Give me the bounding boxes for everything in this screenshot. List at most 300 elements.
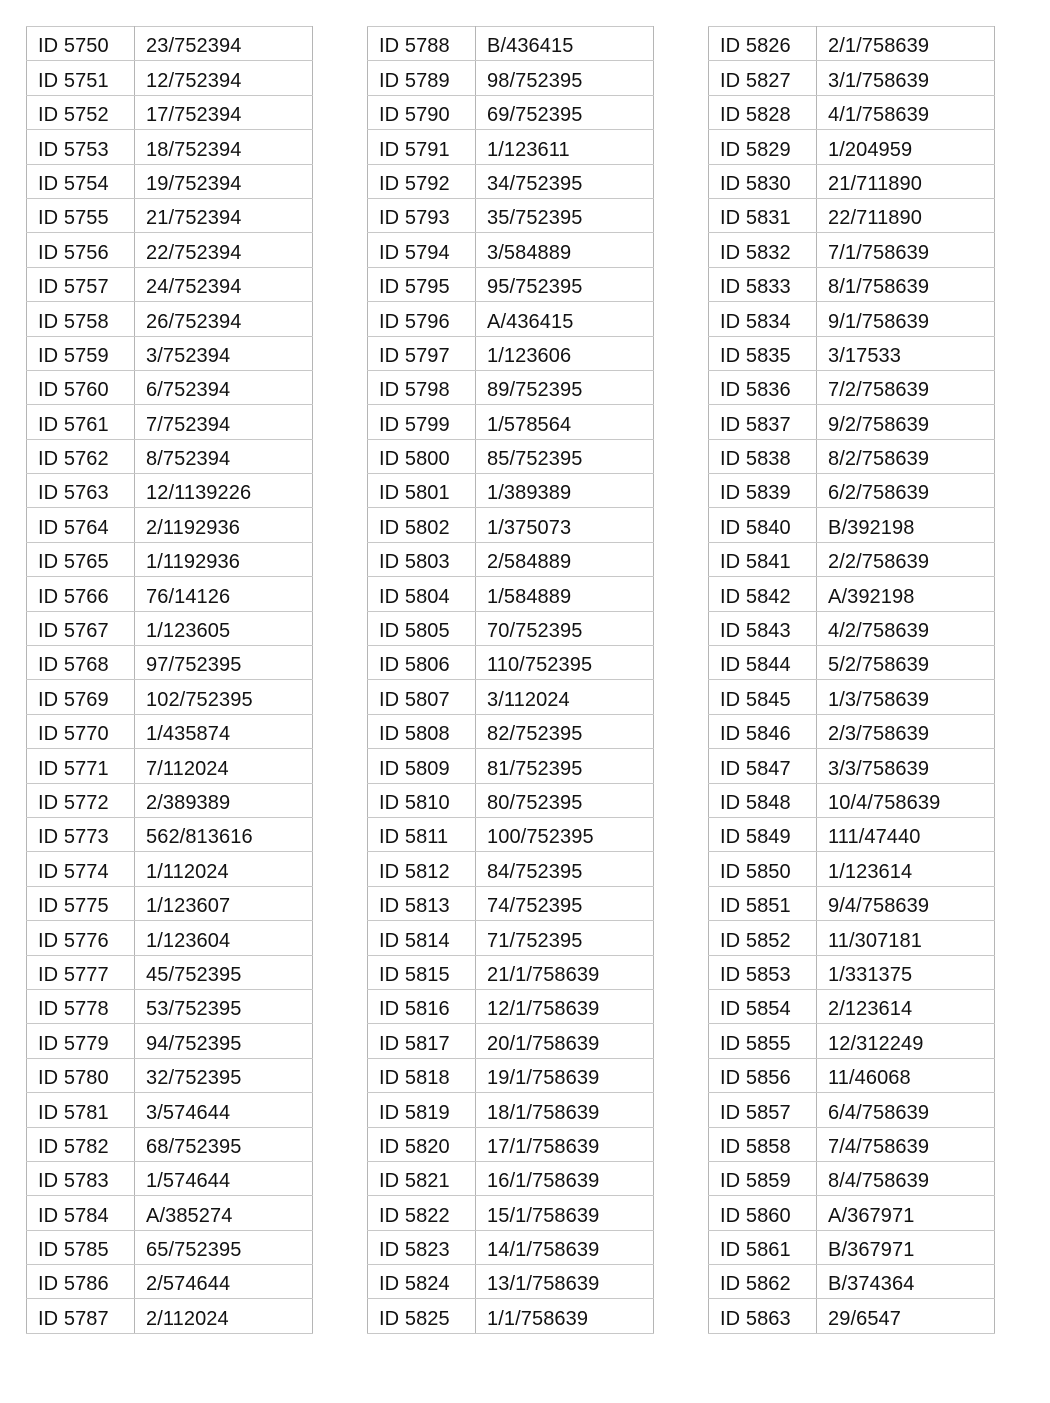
table-row bbox=[27, 267, 313, 301]
table-row bbox=[27, 1127, 313, 1161]
table-row bbox=[368, 955, 654, 989]
table-row bbox=[27, 921, 313, 955]
table-row bbox=[709, 27, 995, 61]
table-row bbox=[709, 783, 995, 817]
reference-cell: 68/752395 bbox=[135, 1127, 313, 1161]
id-cell: ID 5863 bbox=[709, 1299, 817, 1333]
table-row bbox=[368, 474, 654, 508]
id-cell: ID 5828 bbox=[709, 95, 817, 129]
reference-cell: 4/2/758639 bbox=[817, 611, 995, 645]
id-cell: ID 5772 bbox=[27, 783, 135, 817]
table-row bbox=[709, 474, 995, 508]
id-cell: ID 5842 bbox=[709, 577, 817, 611]
reference-cell: 2/574644 bbox=[135, 1265, 313, 1299]
reference-cell: 45/752395 bbox=[135, 955, 313, 989]
reference-cell: 8/752394 bbox=[135, 439, 313, 473]
table-row bbox=[27, 577, 313, 611]
id-cell: ID 5777 bbox=[27, 955, 135, 989]
table-row bbox=[709, 852, 995, 886]
table-row bbox=[27, 370, 313, 404]
id-cell: ID 5845 bbox=[709, 680, 817, 714]
table-row bbox=[368, 1161, 654, 1195]
reference-cell: 32/752395 bbox=[135, 1058, 313, 1092]
id-cell: ID 5790 bbox=[368, 95, 476, 129]
id-cell: ID 5805 bbox=[368, 611, 476, 645]
id-cell: ID 5801 bbox=[368, 474, 476, 508]
reference-cell: 17/1/758639 bbox=[476, 1127, 654, 1161]
table-row bbox=[709, 198, 995, 232]
id-cell: ID 5825 bbox=[368, 1299, 476, 1333]
id-cell: ID 5781 bbox=[27, 1093, 135, 1127]
id-cell: ID 5752 bbox=[27, 95, 135, 129]
id-cell: ID 5859 bbox=[709, 1161, 817, 1195]
reference-cell: B/374364 bbox=[817, 1265, 995, 1299]
reference-cell: 7/752394 bbox=[135, 405, 313, 439]
id-cell: ID 5761 bbox=[27, 405, 135, 439]
id-cell: ID 5814 bbox=[368, 921, 476, 955]
id-cell: ID 5819 bbox=[368, 1093, 476, 1127]
reference-cell: A/385274 bbox=[135, 1196, 313, 1230]
reference-cell: 2/123614 bbox=[817, 989, 995, 1023]
id-cell: ID 5833 bbox=[709, 267, 817, 301]
id-cell: ID 5767 bbox=[27, 611, 135, 645]
table-row bbox=[368, 61, 654, 95]
id-cell: ID 5838 bbox=[709, 439, 817, 473]
table-row bbox=[368, 508, 654, 542]
table-row bbox=[709, 370, 995, 404]
reference-cell: 12/752394 bbox=[135, 61, 313, 95]
table-row bbox=[368, 886, 654, 920]
table-row bbox=[368, 1299, 654, 1333]
id-cell: ID 5786 bbox=[27, 1265, 135, 1299]
reference-cell: 2/112024 bbox=[135, 1299, 313, 1333]
table-row bbox=[709, 646, 995, 680]
reference-cell: 2/1192936 bbox=[135, 508, 313, 542]
table-row bbox=[709, 921, 995, 955]
table-row bbox=[368, 130, 654, 164]
id-cell: ID 5813 bbox=[368, 886, 476, 920]
id-cell: ID 5832 bbox=[709, 233, 817, 267]
reference-cell: 9/1/758639 bbox=[817, 302, 995, 336]
table-row bbox=[27, 955, 313, 989]
table-row bbox=[368, 302, 654, 336]
table-row bbox=[27, 1093, 313, 1127]
id-cell: ID 5806 bbox=[368, 646, 476, 680]
table-row bbox=[709, 61, 995, 95]
id-cell: ID 5757 bbox=[27, 267, 135, 301]
table-row bbox=[368, 680, 654, 714]
id-cell: ID 5808 bbox=[368, 714, 476, 748]
table-row bbox=[368, 336, 654, 370]
reference-cell: 3/112024 bbox=[476, 680, 654, 714]
id-cell: ID 5829 bbox=[709, 130, 817, 164]
reference-cell: 9/4/758639 bbox=[817, 886, 995, 920]
reference-cell: 6/752394 bbox=[135, 370, 313, 404]
table-row bbox=[27, 405, 313, 439]
table-row bbox=[27, 680, 313, 714]
table-row bbox=[709, 955, 995, 989]
reference-cell: 69/752395 bbox=[476, 95, 654, 129]
id-cell: ID 5766 bbox=[27, 577, 135, 611]
id-cell: ID 5780 bbox=[27, 1058, 135, 1092]
reference-cell: 102/752395 bbox=[135, 680, 313, 714]
table-row bbox=[27, 130, 313, 164]
table-row bbox=[27, 164, 313, 198]
id-cell: ID 5799 bbox=[368, 405, 476, 439]
reference-cell: 110/752395 bbox=[476, 646, 654, 680]
reference-cell: 3/1/758639 bbox=[817, 61, 995, 95]
reference-cell: 9/2/758639 bbox=[817, 405, 995, 439]
reference-cell: 1/375073 bbox=[476, 508, 654, 542]
reference-cell: 1/584889 bbox=[476, 577, 654, 611]
reference-cell: 18/1/758639 bbox=[476, 1093, 654, 1127]
table-row bbox=[709, 508, 995, 542]
table-row bbox=[368, 95, 654, 129]
id-cell: ID 5840 bbox=[709, 508, 817, 542]
reference-cell: 1/389389 bbox=[476, 474, 654, 508]
id-cell: ID 5797 bbox=[368, 336, 476, 370]
id-cell: ID 5850 bbox=[709, 852, 817, 886]
id-cell: ID 5804 bbox=[368, 577, 476, 611]
id-cell: ID 5775 bbox=[27, 886, 135, 920]
table-row bbox=[368, 27, 654, 61]
reference-cell: 80/752395 bbox=[476, 783, 654, 817]
id-cell: ID 5835 bbox=[709, 336, 817, 370]
reference-cell: 1/574644 bbox=[135, 1161, 313, 1195]
reference-cell: 562/813616 bbox=[135, 817, 313, 851]
table-row bbox=[709, 1196, 995, 1230]
id-cell: ID 5811 bbox=[368, 817, 476, 851]
table-row bbox=[27, 27, 313, 61]
reference-cell: 1/3/758639 bbox=[817, 680, 995, 714]
id-cell: ID 5794 bbox=[368, 233, 476, 267]
id-cell: ID 5839 bbox=[709, 474, 817, 508]
reference-cell: 22/752394 bbox=[135, 233, 313, 267]
table-row bbox=[709, 1230, 995, 1264]
id-cell: ID 5769 bbox=[27, 680, 135, 714]
reference-cell: 8/4/758639 bbox=[817, 1161, 995, 1195]
table-row bbox=[368, 370, 654, 404]
id-cell: ID 5853 bbox=[709, 955, 817, 989]
reference-cell: 100/752395 bbox=[476, 817, 654, 851]
table-row bbox=[27, 1058, 313, 1092]
id-cell: ID 5837 bbox=[709, 405, 817, 439]
table-row bbox=[709, 817, 995, 851]
reference-cell: 29/6547 bbox=[817, 1299, 995, 1333]
id-cell: ID 5847 bbox=[709, 749, 817, 783]
id-cell: ID 5830 bbox=[709, 164, 817, 198]
id-cell: ID 5755 bbox=[27, 198, 135, 232]
reference-cell: 3/574644 bbox=[135, 1093, 313, 1127]
table-row bbox=[27, 61, 313, 95]
reference-cell: 12/312249 bbox=[817, 1024, 995, 1058]
reference-cell: B/436415 bbox=[476, 27, 654, 61]
table-row bbox=[709, 680, 995, 714]
table-row bbox=[368, 611, 654, 645]
reference-cell: 22/711890 bbox=[817, 198, 995, 232]
id-cell: ID 5862 bbox=[709, 1265, 817, 1299]
table-row bbox=[368, 164, 654, 198]
id-cell: ID 5857 bbox=[709, 1093, 817, 1127]
table-row bbox=[709, 1161, 995, 1195]
reference-cell: 15/1/758639 bbox=[476, 1196, 654, 1230]
reference-cell: 1/123605 bbox=[135, 611, 313, 645]
id-cell: ID 5818 bbox=[368, 1058, 476, 1092]
table-row bbox=[27, 1196, 313, 1230]
table-row bbox=[709, 1024, 995, 1058]
table-row bbox=[368, 1230, 654, 1264]
reference-cell: 53/752395 bbox=[135, 989, 313, 1023]
table-row bbox=[27, 852, 313, 886]
reference-cell: 19/752394 bbox=[135, 164, 313, 198]
reference-cell: 70/752395 bbox=[476, 611, 654, 645]
id-cell: ID 5783 bbox=[27, 1161, 135, 1195]
table-row bbox=[27, 542, 313, 576]
id-cell: ID 5834 bbox=[709, 302, 817, 336]
reference-cell: B/392198 bbox=[817, 508, 995, 542]
reference-cell: 4/1/758639 bbox=[817, 95, 995, 129]
id-cell: ID 5860 bbox=[709, 1196, 817, 1230]
id-cell: ID 5820 bbox=[368, 1127, 476, 1161]
id-cell: ID 5844 bbox=[709, 646, 817, 680]
reference-cell: A/392198 bbox=[817, 577, 995, 611]
reference-cell: 6/4/758639 bbox=[817, 1093, 995, 1127]
reference-cell: 81/752395 bbox=[476, 749, 654, 783]
reference-cell: 21/1/758639 bbox=[476, 955, 654, 989]
id-cell: ID 5793 bbox=[368, 198, 476, 232]
table-row bbox=[368, 198, 654, 232]
id-cell: ID 5816 bbox=[368, 989, 476, 1023]
reference-cell: 12/1/758639 bbox=[476, 989, 654, 1023]
table-row bbox=[709, 439, 995, 473]
reference-cell: 3/17533 bbox=[817, 336, 995, 370]
id-cell: ID 5803 bbox=[368, 542, 476, 576]
table-row bbox=[27, 302, 313, 336]
table-row bbox=[368, 405, 654, 439]
reference-cell: 111/47440 bbox=[817, 817, 995, 851]
reference-cell: 84/752395 bbox=[476, 852, 654, 886]
id-cell: ID 5773 bbox=[27, 817, 135, 851]
table-row bbox=[368, 921, 654, 955]
id-cell: ID 5758 bbox=[27, 302, 135, 336]
id-cell: ID 5770 bbox=[27, 714, 135, 748]
id-table-column-3 bbox=[708, 26, 995, 1334]
table-row bbox=[709, 886, 995, 920]
reference-cell: 6/2/758639 bbox=[817, 474, 995, 508]
table-row bbox=[709, 1127, 995, 1161]
table-row bbox=[368, 646, 654, 680]
table-row bbox=[27, 989, 313, 1023]
reference-cell: 1/123606 bbox=[476, 336, 654, 370]
table-row bbox=[27, 1230, 313, 1264]
id-cell: ID 5823 bbox=[368, 1230, 476, 1264]
reference-cell: 11/307181 bbox=[817, 921, 995, 955]
table-row bbox=[27, 336, 313, 370]
table-row bbox=[368, 1024, 654, 1058]
reference-cell: 14/1/758639 bbox=[476, 1230, 654, 1264]
id-cell: ID 5796 bbox=[368, 302, 476, 336]
reference-cell: 5/2/758639 bbox=[817, 646, 995, 680]
reference-cell: 71/752395 bbox=[476, 921, 654, 955]
table-row bbox=[709, 405, 995, 439]
id-cell: ID 5759 bbox=[27, 336, 135, 370]
table-row bbox=[27, 714, 313, 748]
id-cell: ID 5782 bbox=[27, 1127, 135, 1161]
table-row bbox=[709, 1058, 995, 1092]
table-row bbox=[27, 817, 313, 851]
id-cell: ID 5821 bbox=[368, 1161, 476, 1195]
table-row bbox=[368, 439, 654, 473]
reference-cell: 1/204959 bbox=[817, 130, 995, 164]
table-row bbox=[27, 439, 313, 473]
table-row bbox=[368, 1093, 654, 1127]
reference-cell: 24/752394 bbox=[135, 267, 313, 301]
table-row bbox=[709, 611, 995, 645]
id-cell: ID 5841 bbox=[709, 542, 817, 576]
table-row bbox=[27, 1024, 313, 1058]
reference-cell: 35/752395 bbox=[476, 198, 654, 232]
reference-cell: 1/435874 bbox=[135, 714, 313, 748]
reference-cell: 21/752394 bbox=[135, 198, 313, 232]
id-cell: ID 5778 bbox=[27, 989, 135, 1023]
id-cell: ID 5754 bbox=[27, 164, 135, 198]
table-row bbox=[27, 1299, 313, 1333]
reference-cell: 2/3/758639 bbox=[817, 714, 995, 748]
reference-cell: 89/752395 bbox=[476, 370, 654, 404]
id-table-column-2 bbox=[367, 26, 654, 1334]
reference-cell: 3/3/758639 bbox=[817, 749, 995, 783]
reference-cell: 23/752394 bbox=[135, 27, 313, 61]
id-cell: ID 5826 bbox=[709, 27, 817, 61]
id-cell: ID 5802 bbox=[368, 508, 476, 542]
reference-cell: 19/1/758639 bbox=[476, 1058, 654, 1092]
reference-cell: 1/123607 bbox=[135, 886, 313, 920]
table-row bbox=[27, 611, 313, 645]
reference-cell: 1/331375 bbox=[817, 955, 995, 989]
reference-cell: 8/2/758639 bbox=[817, 439, 995, 473]
id-cell: ID 5809 bbox=[368, 749, 476, 783]
id-cell: ID 5779 bbox=[27, 1024, 135, 1058]
table-row bbox=[709, 336, 995, 370]
reference-cell: 2/584889 bbox=[476, 542, 654, 576]
id-cell: ID 5760 bbox=[27, 370, 135, 404]
reference-cell: 20/1/758639 bbox=[476, 1024, 654, 1058]
reference-cell: 3/584889 bbox=[476, 233, 654, 267]
table-row bbox=[27, 783, 313, 817]
table-row bbox=[368, 749, 654, 783]
table-row bbox=[27, 95, 313, 129]
id-cell: ID 5854 bbox=[709, 989, 817, 1023]
reference-cell: 7/1/758639 bbox=[817, 233, 995, 267]
id-cell: ID 5855 bbox=[709, 1024, 817, 1058]
reference-cell: 76/14126 bbox=[135, 577, 313, 611]
reference-cell: A/436415 bbox=[476, 302, 654, 336]
table-row bbox=[27, 1265, 313, 1299]
id-cell: ID 5771 bbox=[27, 749, 135, 783]
id-cell: ID 5861 bbox=[709, 1230, 817, 1264]
reference-cell: 95/752395 bbox=[476, 267, 654, 301]
reference-cell: 2/2/758639 bbox=[817, 542, 995, 576]
reference-cell: 2/1/758639 bbox=[817, 27, 995, 61]
reference-cell: 17/752394 bbox=[135, 95, 313, 129]
reference-cell: 11/46068 bbox=[817, 1058, 995, 1092]
id-cell: ID 5848 bbox=[709, 783, 817, 817]
id-cell: ID 5817 bbox=[368, 1024, 476, 1058]
table-row bbox=[27, 646, 313, 680]
table-row bbox=[709, 267, 995, 301]
table-row bbox=[709, 130, 995, 164]
reference-cell: 26/752394 bbox=[135, 302, 313, 336]
table-row bbox=[368, 1265, 654, 1299]
table-row bbox=[368, 577, 654, 611]
reference-cell: B/367971 bbox=[817, 1230, 995, 1264]
table-row bbox=[368, 1196, 654, 1230]
table-row bbox=[27, 886, 313, 920]
table-row bbox=[368, 783, 654, 817]
id-cell: ID 5795 bbox=[368, 267, 476, 301]
reference-cell: 10/4/758639 bbox=[817, 783, 995, 817]
reference-cell: 97/752395 bbox=[135, 646, 313, 680]
reference-cell: 65/752395 bbox=[135, 1230, 313, 1264]
reference-cell: 2/389389 bbox=[135, 783, 313, 817]
reference-cell: 94/752395 bbox=[135, 1024, 313, 1058]
id-cell: ID 5751 bbox=[27, 61, 135, 95]
table-row bbox=[27, 749, 313, 783]
table-row bbox=[368, 542, 654, 576]
id-cell: ID 5812 bbox=[368, 852, 476, 886]
reference-cell: 85/752395 bbox=[476, 439, 654, 473]
table-row bbox=[709, 542, 995, 576]
reference-cell: 1/123611 bbox=[476, 130, 654, 164]
id-cell: ID 5756 bbox=[27, 233, 135, 267]
id-cell: ID 5824 bbox=[368, 1265, 476, 1299]
id-cell: ID 5765 bbox=[27, 542, 135, 576]
table-row bbox=[368, 1058, 654, 1092]
table-row bbox=[368, 714, 654, 748]
table-row bbox=[709, 989, 995, 1023]
reference-cell: 21/711890 bbox=[817, 164, 995, 198]
id-cell: ID 5831 bbox=[709, 198, 817, 232]
id-cell: ID 5822 bbox=[368, 1196, 476, 1230]
table-row bbox=[368, 1127, 654, 1161]
id-cell: ID 5843 bbox=[709, 611, 817, 645]
id-cell: ID 5798 bbox=[368, 370, 476, 404]
id-cell: ID 5807 bbox=[368, 680, 476, 714]
reference-cell: 7/112024 bbox=[135, 749, 313, 783]
id-cell: ID 5851 bbox=[709, 886, 817, 920]
reference-cell: 12/1139226 bbox=[135, 474, 313, 508]
id-cell: ID 5774 bbox=[27, 852, 135, 886]
id-cell: ID 5768 bbox=[27, 646, 135, 680]
id-cell: ID 5846 bbox=[709, 714, 817, 748]
id-cell: ID 5792 bbox=[368, 164, 476, 198]
table-row bbox=[27, 233, 313, 267]
reference-cell: 1/1192936 bbox=[135, 542, 313, 576]
table-row bbox=[27, 474, 313, 508]
table-row bbox=[27, 198, 313, 232]
id-cell: ID 5776 bbox=[27, 921, 135, 955]
reference-cell: 1/123604 bbox=[135, 921, 313, 955]
table-row bbox=[709, 577, 995, 611]
table-row bbox=[709, 1299, 995, 1333]
id-cell: ID 5763 bbox=[27, 474, 135, 508]
id-cell: ID 5800 bbox=[368, 439, 476, 473]
reference-cell: A/367971 bbox=[817, 1196, 995, 1230]
reference-cell: 74/752395 bbox=[476, 886, 654, 920]
id-cell: ID 5750 bbox=[27, 27, 135, 61]
id-cell: ID 5810 bbox=[368, 783, 476, 817]
reference-cell: 16/1/758639 bbox=[476, 1161, 654, 1195]
